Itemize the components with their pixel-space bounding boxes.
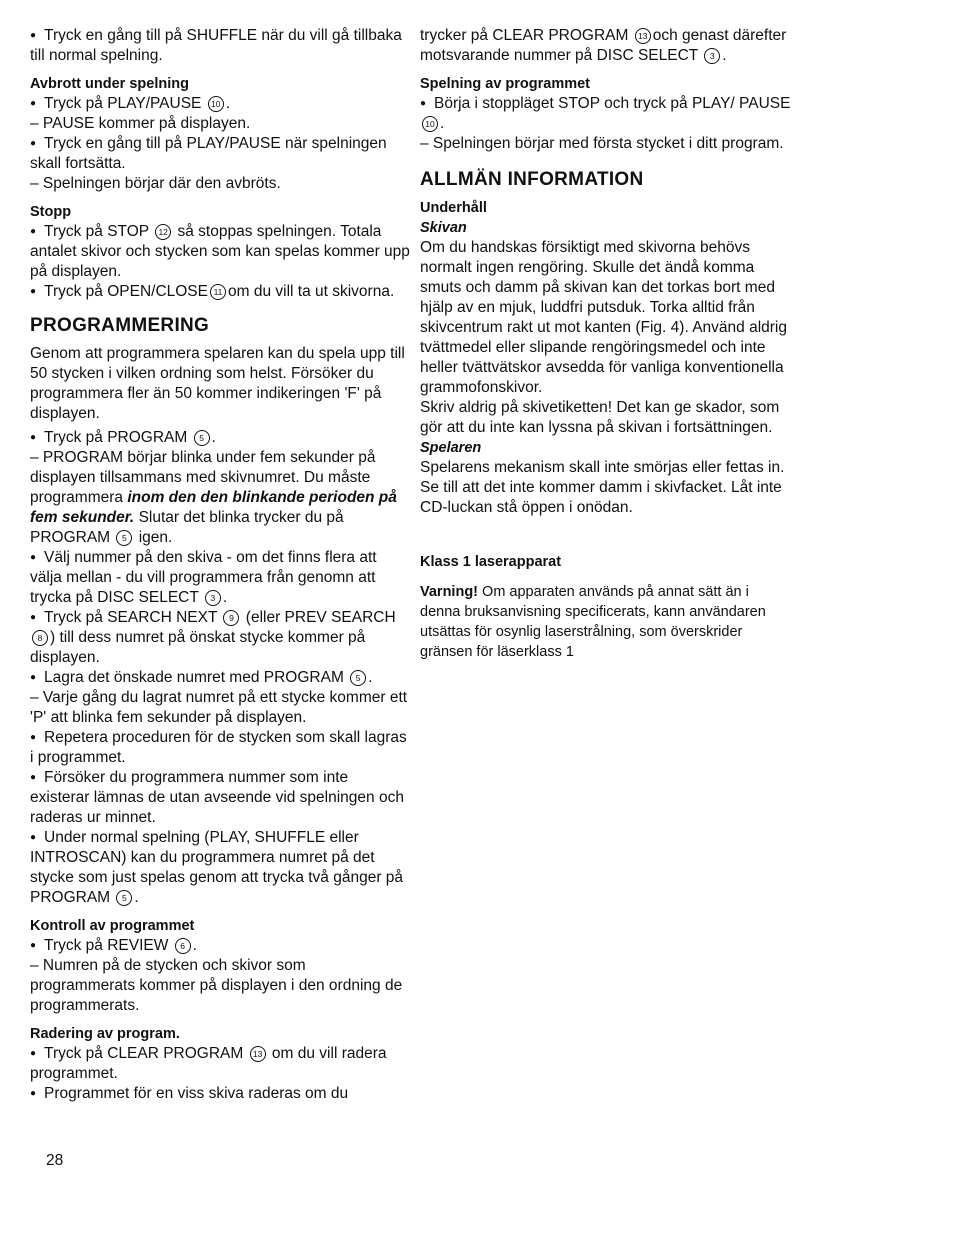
key-number-badge: 3 [704,48,720,64]
key-number-badge: 12 [155,224,171,240]
heading-avbrott: Avbrott under spelning [30,76,189,92]
para-programmering-intro: Genom att programmera spelaren kan du spela upp till 50 stycken i vilken ordning som helst. Försöker du programmera fler än 50 kommer indikeringen 'F' på displayen. [30,345,405,422]
bullet-clear-program: ● Tryck på CLEAR PROGRAM 13 om du vill radera programmet. [30,1044,410,1084]
dash-start-program: – Spelningen börjar med första stycket i ditt program. [420,135,784,152]
heading-spelaren: Spelaren [420,440,482,456]
bullet-play-pause: ● Tryck på PLAY/PAUSE 10 . [30,94,410,114]
dash-p-blink: – Varje gång du lagrat numret på ett stycke kommer ett 'P' att blinka fem sekunder på displayen. [30,689,408,726]
key-number-badge: 3 [205,590,221,606]
heading-skivan: Skivan [420,220,467,236]
page-number: 28 [46,1152,64,1169]
bullet-open-close: ● Tryck på OPEN/CLOSE 11 om du vill ta ut skivorna. [30,282,410,302]
bullet-play-pause-resume: ● Tryck en gång till på PLAY/PAUSE när spelningen skall fortsätta. [30,134,410,174]
key-number-badge: 5 [116,890,132,906]
para-clear-disc: trycker på CLEAR PROGRAM 13 och genast därefter motsvarande nummer på DISC SELECT 3 . [420,27,787,64]
key-number-badge: 8 [32,630,48,646]
right-column [420,26,792,662]
key-number-badge: 10 [422,116,438,132]
key-number-badge: 13 [250,1046,266,1062]
bullet-search-next: ● Tryck på SEARCH NEXT 9 (eller PREV SEARCH 8 ) till dess numret på önskat stycke kommer på displayen. [30,608,410,668]
left-column [30,26,410,1104]
key-number-badge: 5 [194,430,210,446]
bullet-repeat: ● Repetera proceduren för de stycken som skall lagras i programmet. [30,728,410,768]
key-number-badge: 10 [208,96,224,112]
heading-kontroll: Kontroll av programmet [30,918,195,934]
bullet-normal-play: ● Under normal spelning (PLAY, SHUFFLE eller INTROSCAN) kan du programmera numret på det stycke som just spelas genom att trycka två gånger på PROGRAM 5 . [30,828,410,908]
bullet-store: ● Lagra det önskade numret med PROGRAM 5 . [30,668,410,688]
dash-resume: – Spelningen börjar där den avbröts. [30,175,281,192]
heading-allman-information: ALLMÄN INFORMATION [420,169,644,190]
heading-klass-1: Klass 1 laserapparat [420,554,562,570]
para-skivan: Om du handskas försiktigt med skivorna behövs normalt ingen rengöring. Skulle det ändå komma smuts och damm på skivan kan det torkas bort med hjälp av en mjuk, luddfri putsduk. Torka alltid från skivcentrum rakt ut mot kanten (Fig. 4). Använd aldrig tvättmedel eller slipande rengöringsmedel och inte heller tvättvätskor avsedda för vanliga konventionella grammofonskivor. [420,239,787,396]
key-number-badge: 11 [210,284,226,300]
heading-underhall: Underhåll [420,200,487,216]
bullet-stop: ● Tryck på STOP 12 så stoppas spelningen. Totala antalet skivor och stycken som kan spelas kommer upp på displayen. [30,222,410,282]
para-varning: Varning! Om apparaten används på annat sätt än i denna bruksanvisning specificerats, kann användaren utsättas för osynlig laserstrålning, som överskrider gränsen för läserklass 1 [420,584,766,660]
key-number-badge: 9 [223,610,239,626]
key-number-badge: 5 [116,530,132,546]
bullet-review: ● Tryck på REVIEW 6 . [30,936,410,956]
dash-review: – Numren på de stycken och skivor som programmerats kommer på displayen i den ordning de programmerats. [30,957,403,1014]
heading-programmering: PROGRAMMERING [30,315,210,336]
key-number-badge: 6 [175,938,191,954]
para-spelaren: Spelarens mekanism skall inte smörjas eller fettas in. Se till att det inte kommer damm i skivfacket. Låt inte CD-luckan stå öppen i onödan. [420,459,785,516]
para-skivetiketten: Skriv aldrig på skivetiketten! Det kan ge skador, som gör att du inte kan lyssna på skivan i fortsättningen. [420,399,780,436]
dash-pause: – PAUSE kommer på displayen. [30,115,251,132]
key-number-badge: 5 [350,670,366,686]
bullet-shuffle: ● Tryck en gång till på SHUFFLE när du vill gå tillbaka till normal spelning. [30,26,410,66]
heading-spelning: Spelning av programmet [420,76,591,92]
bullet-disc-select: ● Välj nummer på den skiva - om det finns flera att välja mellan - du vill programmera från genomn att trycka på DISC SELECT 3 . [30,548,410,608]
heading-stopp: Stopp [30,204,72,220]
bullet-nonexistent: ● Försöker du programmera nummer som inte existerar lämnas de utan avseende vid spelningen och raderas ur minnet. [30,768,410,828]
bullet-start-program: ● Börja i stoppläget STOP och tryck på PLAY/ PAUSE 10 . [420,94,792,134]
bullet-program: ● Tryck på PROGRAM 5 . [30,428,410,448]
bullet-clear-disc: ● Programmet för en viss skiva raderas om du [30,1084,410,1104]
key-number-badge: 13 [635,28,651,44]
dash-program-blink: – PROGRAM börjar blinka under fem sekunder på displayen tillsammans med skivnumret. Du måste programmera inom den den blinkande perioden på fem sekunder. Slutar det blinka trycker du på PROGRAM 5 igen. [30,449,397,546]
heading-radering: Radering av program. [30,1026,180,1042]
